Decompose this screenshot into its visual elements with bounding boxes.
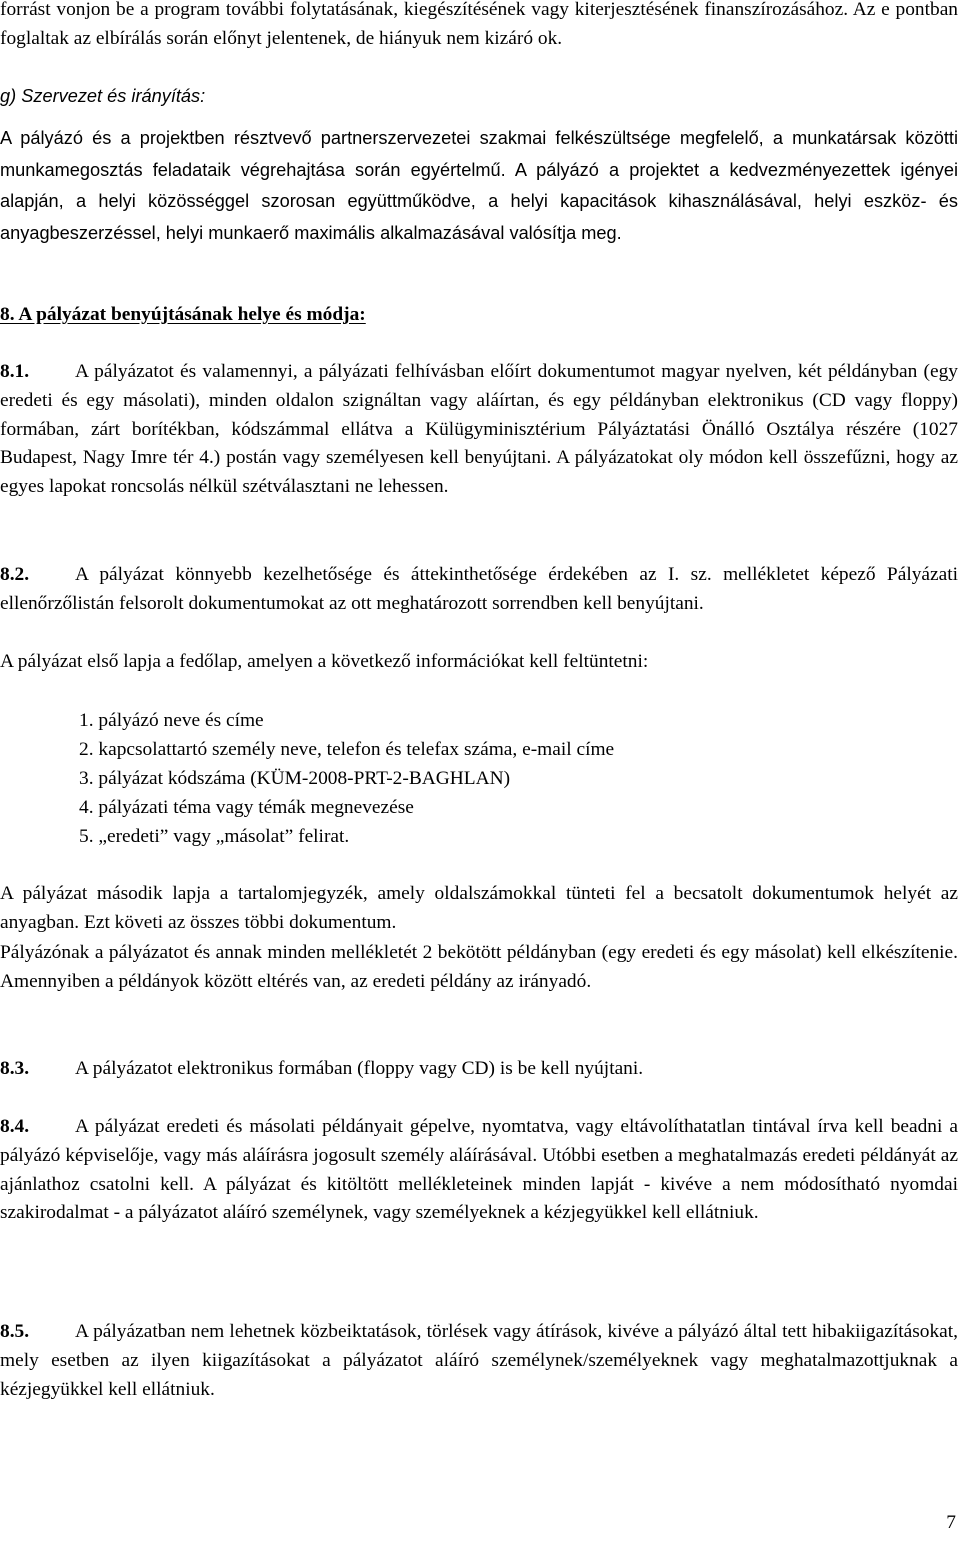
paragraph-8-1-text: A pályázatot és valamennyi, a pályázati felhívásban előírt dokumentumot magyar nyelven, két példányban (egy eredeti és egy másolati), minden oldalon szignáltan vagy aláírtan, és egy példányban elektronikus (CD vagy floppy) formában, zárt borítékban, kódszámmal ellátva a Külügyminisztérium Pályáztatási Önálló Osztálya részére (1027 Budapest, Nagy Imre tér 4.) postán vagy személyesen kell benyújtani. A pályázatokat oly módon kell összefűzni, hogy az egyes lapokat roncsolás nélkül szétválasztani ne lehessen. bbox=[0, 361, 958, 498]
list-item: 1. pályázó neve és címe bbox=[79, 710, 264, 731]
section-g-heading: g) Szervezet és irányítás: bbox=[0, 86, 206, 106]
list-item: 2. kapcsolattartó személy neve, telefon és telefax száma, e-mail címe bbox=[79, 739, 615, 760]
paragraph-8-1-number: 8.1. bbox=[0, 361, 30, 382]
paragraph-8-5-number: 8.5. bbox=[0, 1321, 30, 1342]
paragraph-8-3 bbox=[0, 1055, 958, 1084]
list-item: 4. pályázati téma vagy témák megnevezése bbox=[79, 797, 414, 818]
list-item: 3. pályázat kódszáma (KÜM-2008-PRT-2-BAGHLAN) bbox=[79, 768, 511, 789]
paragraph-8-3-text: A pályázatot elektronikus formában (floppy vagy CD) is be kell nyújtani. bbox=[75, 1058, 644, 1079]
paragraph-8-5-text: A pályázatban nem lehetnek közbeiktatások, törlések vagy átírások, kivéve a pályázó által tett hibakiigazításokat, mely esetben az ilyen kiigazításokat a pályázatot aláíró személynek/személyeknek vagy meghatalmazottjuknak a kézjegyükkel kell ellátniuk. bbox=[0, 1321, 958, 1400]
list-item: 5. „eredeti” vagy „másolat” felirat. bbox=[79, 826, 350, 847]
paragraph-8-4-text: A pályázat eredeti és másolati példányait gépelve, nyomtatva, vagy eltávolíthatatlan tintával írva kell beadni a pályázó képviselője, vagy más aláírásra jogosult személy aláírásával. Utóbbi esetben a meghatalmazás eredeti példányát az ajánlathoz csatolni kell. A pályázat és kitöltött mellékleteinek minden lapját - kivéve a nem módosítható nyomdai szakirodalmat - a pályázatot aláíró személynek, vagy személyeknek a kézjegyükkel kell ellátniuk. bbox=[0, 1116, 958, 1224]
paragraph-8-2-number: 8.2. bbox=[0, 564, 30, 585]
paragraph-8-2-toc: A pályázat második lapja a tartalomjegyzék, amely oldalszámokkal tünteti fel a becsatolt dokumentumok helyét az anyagban. Ezt követi az összes többi dokumentum. bbox=[0, 883, 958, 933]
page-number: 7 bbox=[946, 1512, 956, 1533]
section-8-heading: 8. A pályázat benyújtásának helye és módja: bbox=[0, 304, 366, 325]
paragraph-8-5 bbox=[0, 1318, 958, 1404]
paragraph-8-4-number: 8.4. bbox=[0, 1116, 30, 1137]
paragraph-8-1 bbox=[0, 358, 958, 502]
section-g-body: A pályázó és a projektben résztvevő partnerszervezetei szakmai felkészültsége megfelelő, a munkatársak közötti munkamegosztás feladataik végrehajtása során egyértelmű. A pályázó a projektet a kedvezményezettek igényei alapján, a helyi közösséggel szorosan együttműködve, a helyi kapacitások kihasználásával, helyi eszköz- és anyagbeszerzéssel, helyi munkaerő maximális alkalmazásával valósítja meg. bbox=[0, 128, 958, 243]
paragraph-8-4 bbox=[0, 1113, 958, 1228]
cover-page-list bbox=[79, 706, 614, 851]
paragraph-8-2 bbox=[0, 561, 958, 619]
paragraph-8-3-number: 8.3. bbox=[0, 1058, 30, 1079]
intro-paragraph: forrást vonjon be a program további folytatásának, kiegészítésének vagy kiterjesztésének finanszírozásához. Az e pontban foglaltak az elbírálás során előnyt jelentenek, de hiányuk nem kizáró ok. bbox=[0, 0, 958, 49]
paragraph-8-2-text: A pályázat könnyebb kezelhetősége és áttekinthetősége érdekében az I. sz. mellékletet képező Pályázati ellenőrzőlistán felsorolt dokumentumokat az ott meghatározott sorrendben kell benyújtani. bbox=[0, 564, 958, 614]
paragraph-8-2-copies: Pályázónak a pályázatot és annak minden mellékletét 2 bekötött példányban (egy eredeti és egy másolat) kell elkészítenie. Amennyiben a példányok között eltérés van, az eredeti példány az irányadó. bbox=[0, 942, 958, 992]
paragraph-8-2-cover: A pályázat első lapja a fedőlap, amelyen a következő információkat kell feltüntetni: bbox=[0, 651, 649, 672]
